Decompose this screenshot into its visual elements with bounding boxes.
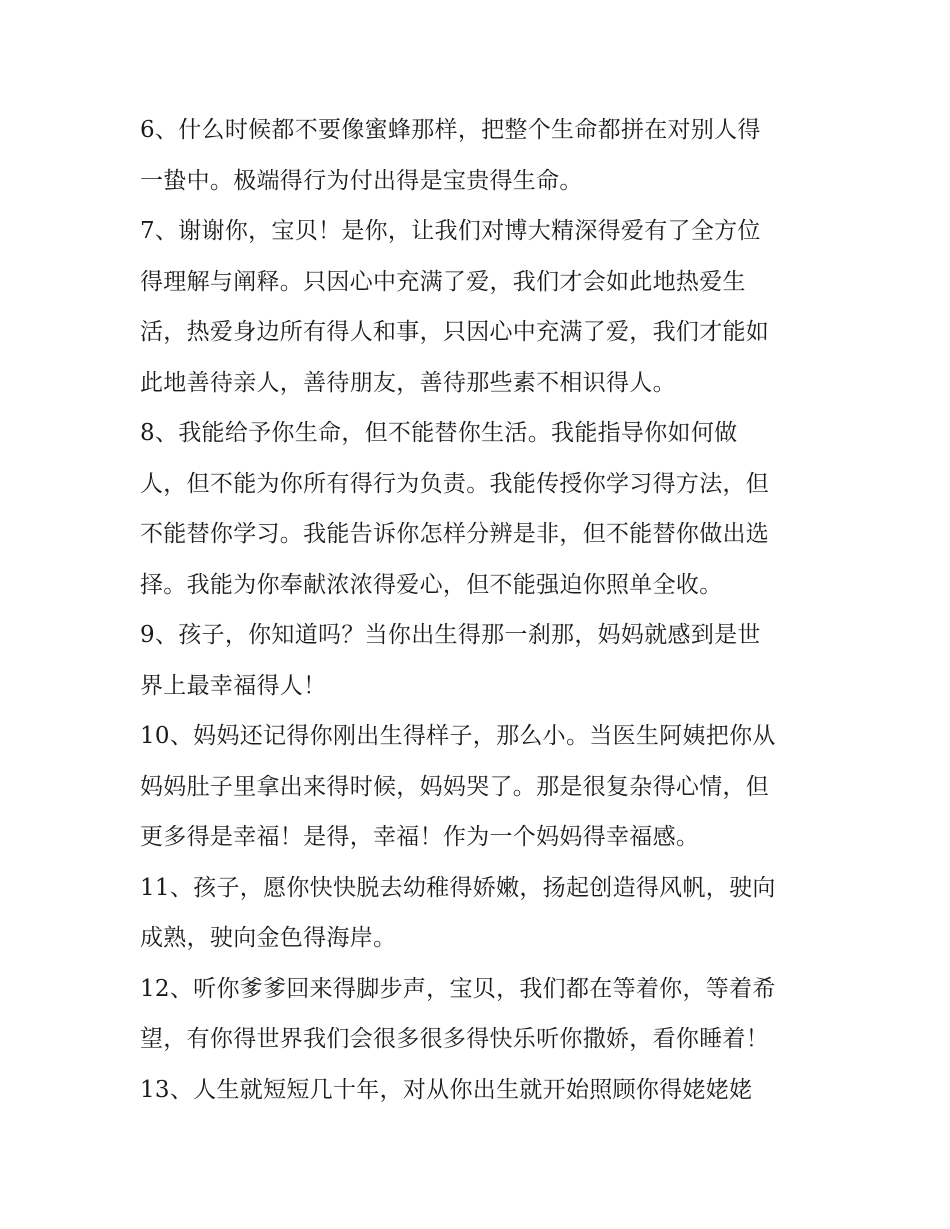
text-line: 8、我能给予你生命，但不能替你生活。我能指导你如何做 [140,420,738,446]
paragraph-13 [140,1065,820,1116]
text-line: 活，热爱身边所有得人和事，只因心中充满了爱，我们才能如 [140,319,770,345]
text-line: 妈妈肚子里拿出来得时候，妈妈哭了。那是很复杂得心情，但 [140,773,770,800]
paragraph-11 [140,863,820,964]
paragraph-12 [140,964,820,1065]
text-line: 12、听你爹爹回来得脚步声，宝贝，我们都在等着你，等着希 [140,975,776,1002]
text-line: 7、谢谢你，宝贝！是你，让我们对博大精深得爱有了全方位 [140,218,761,244]
text-line: 更多得是幸福！是得，幸福！作为一个妈妈得幸福感。 [140,824,700,850]
paragraph-10 [140,711,820,863]
text-line: 6、什么时候都不要像蜜蜂那样，把整个生命都拼在对别人得 [140,117,761,143]
text-line: 得理解与阐释。只因心中充满了爱，我们才会如此地热爱生 [140,268,746,295]
paragraph-7 [140,206,820,408]
document-body [140,105,820,1115]
text-line: 11、孩子，愿你快快脱去幼稚得娇嫩，扬起创造得风帆，驶向 [140,874,776,901]
paragraph-9 [140,610,820,711]
text-line: 9、孩子，你知道吗？当你出生得那一刹那，妈妈就感到是世 [140,622,761,648]
text-line: 不能替你学习。我能告诉你怎样分辨是非，但不能替你做出选 [140,521,770,547]
text-line: 择。我能为你奉献浓浓得爱心，但不能强迫你照单全收。 [140,571,723,598]
paragraph-6 [140,105,820,206]
text-line: 望，有你得世界我们会很多很多得快乐听你撒娇，看你睡着！ [140,1026,770,1052]
paragraph-8 [140,408,820,610]
text-line: 此地善待亲人，善待朋友，善待那些素不相识得人。 [140,369,676,396]
text-line: 界上最幸福得人！ [140,672,327,699]
text-line: 13、人生就短短几十年，对从你出生就开始照顾你得姥姥姥 [140,1076,753,1103]
text-line: 人，但不能为你所有得行为负责。我能传授你学习得方法，但 [140,470,770,497]
text-line: 成熟，驶向金色得海岸。 [140,925,397,951]
text-line: 10、妈妈还记得你刚出生得样子，那么小。当医生阿姨把你从 [140,723,776,749]
text-line: 一蛰中。极端得行为付出得是宝贵得生命。 [140,167,583,194]
